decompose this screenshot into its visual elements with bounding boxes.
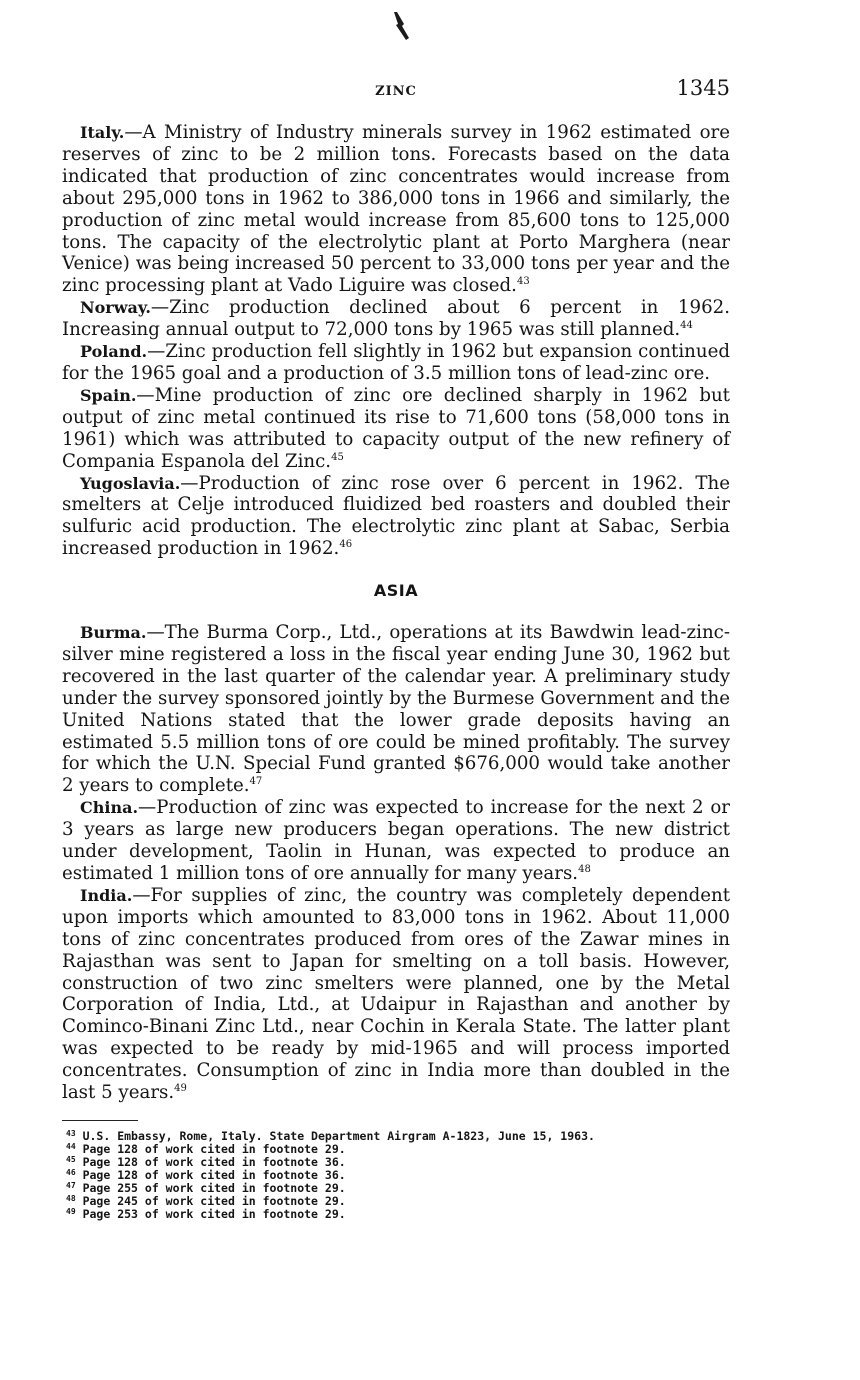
paragraph	[62, 385, 730, 473]
page-number: 1345	[676, 76, 730, 100]
footnote-number: 47	[66, 1181, 76, 1190]
country-heading: Italy.	[80, 123, 125, 142]
footnote-text: Page 255 of work cited in footnote 29.	[82, 1181, 346, 1195]
footnote-number: 44	[66, 1142, 76, 1151]
footnote-reference: 43	[516, 276, 530, 288]
footnote-text: U.S. Embassy, Rome, Italy. State Department Airgram A-1823, June 15, 1963.	[82, 1129, 595, 1143]
footnote-text: Page 128 of work cited in footnote 36.	[82, 1155, 346, 1169]
country-heading: China.	[80, 798, 139, 818]
footnote-number: 43	[66, 1129, 76, 1138]
paragraph-text: —A Ministry of Industry minerals survey in 1962 estimated ore reserves of zinc to be 2 million tons. Forecasts based on the data indicated that production of zinc concentrates would increase from about 295,000 tons in 1962 to 386,000 tons in 1966 and similarly, the production of zinc metal would increase from 85,600 tons to 125,000 tons. The capacity of the electrolytic plant at Porto Marghera (near Venice) was being increased 50 percent to 33,000 tons per year and the zinc processing plant at Vado Liguire was closed.	[62, 122, 730, 297]
country-heading: Spain.	[80, 385, 137, 405]
footnote-number: 45	[66, 1155, 76, 1164]
paragraph-text: —Production of zinc was expected to increase for the next 2 or 3 years as large new producers began operations. The new district under development, Taolin in Hunan, was expected to produce an estimated 1 million tons of ore annually for many years.	[62, 797, 730, 884]
country-heading: Burma.	[80, 623, 147, 643]
paragraph-text: —The Burma Corp., Ltd., operations at its Bawdwin lead-zinc-silver mine registered a loss in the fiscal year ending June 30, 1962 but recovered in the last quarter of the calendar year. A preliminary study under the survey sponsored jointly by the Burmese Government and the United Nations stated that the lower grade deposits having an estimated 5.5 million tons of ore could be mined profitably. The survey for which the U.N. Special Fund granted $676,000 would take another 2 years to complete.	[62, 622, 730, 797]
footnote-number: 49	[66, 1207, 76, 1216]
body-text	[62, 122, 730, 1104]
paragraph-text: —Zinc production declined about 6 percent in 1962. Increasing annual output to 72,000 tons by 1965 was still planned.	[62, 297, 730, 341]
footnotes	[66, 1130, 726, 1221]
paragraph	[62, 622, 730, 797]
footnote-reference: 47	[249, 776, 263, 788]
footnote-reference: 45	[331, 451, 344, 463]
country-heading: Yugoslavia.	[80, 473, 181, 493]
footnote-text: Page 128 of work cited in footnote 36.	[82, 1168, 346, 1182]
paragraph	[62, 341, 730, 385]
scan-mark-icon	[386, 10, 414, 44]
paragraph	[62, 885, 730, 1104]
paragraph	[62, 297, 730, 341]
footnote-text: Page 253 of work cited in footnote 29.	[82, 1207, 346, 1221]
running-head: ZINC	[375, 84, 417, 99]
footnote	[66, 1208, 726, 1221]
asia-paragraphs	[62, 622, 730, 1104]
europe-paragraphs	[62, 122, 730, 560]
footnote-text: Page 128 of work cited in footnote 29.	[82, 1142, 346, 1156]
footnote-reference: 46	[339, 539, 353, 551]
footnote-number: 48	[66, 1194, 76, 1203]
paragraph	[62, 122, 730, 297]
footnote-reference: 49	[174, 1083, 187, 1095]
paragraph	[62, 797, 730, 885]
footnote-divider	[62, 1120, 138, 1121]
country-heading: Norway.	[80, 298, 151, 318]
footnote-number: 46	[66, 1168, 76, 1177]
footnote-reference: 48	[578, 864, 591, 875]
paragraph-text: —Zinc production fell slightly in 1962 but expansion continued for the 1965 goal and a production of 3.5 million tons of lead-zinc ore.	[62, 341, 730, 384]
country-heading: India.	[80, 885, 133, 905]
page-header	[62, 76, 730, 104]
paragraph	[62, 473, 730, 561]
paragraph-text: —Mine production of zinc ore declined sharply in 1962 but output of zinc metal continued its rise to 71,600 tons (58,000 tons in 1961) which was attributed to capacity output of the new refinery of Compania Espanola del Zinc.	[62, 384, 730, 472]
footnote-reference: 44	[680, 320, 693, 332]
paragraph-text: —For supplies of zinc, the country was completely dependent upon imports which amounted to 83,000 tons in 1962. About 11,000 tons of zinc concentrates produced from ores of the Zawar mines in Rajasthan was sent to Japan for smelting on a toll basis. However, construction of two zinc smelters were planned, one by the Metal Corporation of India, Ltd., at Udaipur in Rajasthan and another by Cominco-Binani Zinc Ltd., near Cochin in Kerala State. The latter plant was expected to be ready by mid-1965 and will process imported concentrates. Consumption of zinc in India more than doubled in the last 5 years.	[62, 884, 730, 1104]
section-heading-asia: ASIA	[373, 581, 419, 601]
country-heading: Poland.	[80, 342, 148, 362]
footnote-text: Page 245 of work cited in footnote 29.	[82, 1194, 346, 1208]
paragraph-text: —Production of zinc rose over 6 percent in 1962. The smelters at Celje introduced fluidized bed roasters and doubled their sulfuric acid production. The electrolytic zinc plant at Sabac, Serbia increased production in 1962.	[62, 472, 730, 560]
